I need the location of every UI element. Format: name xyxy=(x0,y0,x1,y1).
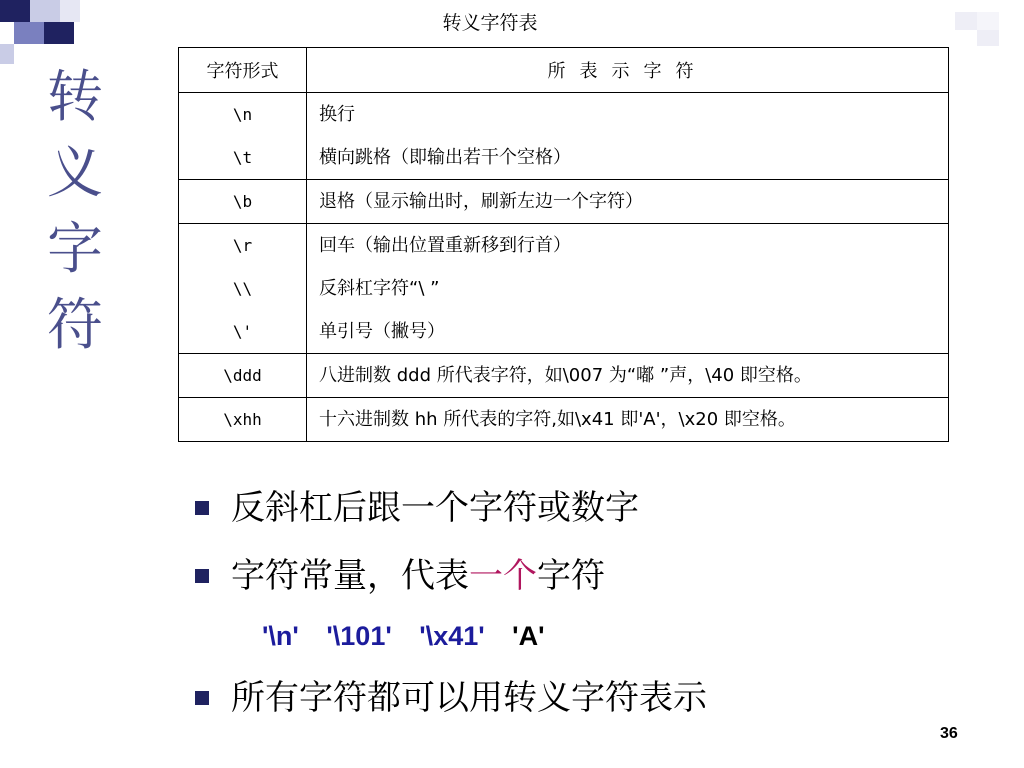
escape-desc: 换行 xyxy=(319,104,355,125)
table-row xyxy=(179,93,949,180)
page-number: 36 xyxy=(940,725,958,742)
example-literal: 'A' xyxy=(512,621,545,651)
table-row xyxy=(179,354,949,398)
table-row xyxy=(179,180,949,224)
table-caption: 转义字符表 xyxy=(442,12,538,34)
title-char: 字 xyxy=(47,217,103,282)
escape-code: \ddd xyxy=(223,366,262,385)
escape-code: \\ xyxy=(232,279,253,298)
header-form: 字符形式 xyxy=(179,48,307,93)
bullet-text-part: 字符常量，代表 xyxy=(231,556,469,596)
example-literal: '\n' xyxy=(262,621,299,651)
example-literal: '\x41' xyxy=(419,621,485,651)
bullet-square-icon xyxy=(195,569,209,583)
table-header-row xyxy=(179,48,949,93)
escape-desc: 回车（输出位置重新移到行首） xyxy=(319,235,571,256)
corner-decoration xyxy=(0,0,90,64)
escape-char-table xyxy=(178,47,949,442)
corner-decoration-right xyxy=(955,12,1015,46)
bullet-text xyxy=(231,546,605,606)
bullet-highlight: 一个 xyxy=(469,556,537,596)
slide-title xyxy=(40,60,110,364)
escape-desc: 单引号（撇号） xyxy=(319,321,445,342)
escape-desc: 八进制数 ddd 所代表字符，如\007 为“嘟 ”声，\40 即空格。 xyxy=(319,365,812,386)
bullet-text: 反斜杠后跟一个字符或数字 xyxy=(231,488,639,528)
escape-desc: 十六进制数 hh 所代表的字符,如\x41 即'A'，\x20 即空格。 xyxy=(319,409,796,430)
escape-desc: 反斜杠字符“\ ” xyxy=(319,278,440,299)
title-char: 符 xyxy=(47,293,103,358)
escape-code: \n xyxy=(232,105,253,124)
escape-code: \t xyxy=(232,148,253,167)
bullet-text-part: 字符 xyxy=(537,556,605,596)
escape-code: \' xyxy=(232,322,253,341)
header-meaning: 所表示字符 xyxy=(307,48,949,93)
escape-code: \r xyxy=(232,236,253,255)
escape-code: \b xyxy=(232,192,253,211)
table-row xyxy=(179,398,949,442)
bullet-text: 所有字符都可以用转义字符表示 xyxy=(231,678,707,718)
bullet-square-icon xyxy=(195,501,209,515)
example-literals xyxy=(262,613,565,659)
bullet-square-icon xyxy=(195,691,209,705)
example-literal: '\101' xyxy=(326,621,392,651)
escape-code: \xhh xyxy=(223,410,262,429)
title-char: 义 xyxy=(47,141,103,206)
title-char: 转 xyxy=(47,65,103,130)
escape-desc: 退格（显示输出时，刷新左边一个字符） xyxy=(319,191,643,212)
escape-desc: 横向跳格（即输出若干个空格） xyxy=(319,147,571,168)
table-row xyxy=(179,224,949,354)
